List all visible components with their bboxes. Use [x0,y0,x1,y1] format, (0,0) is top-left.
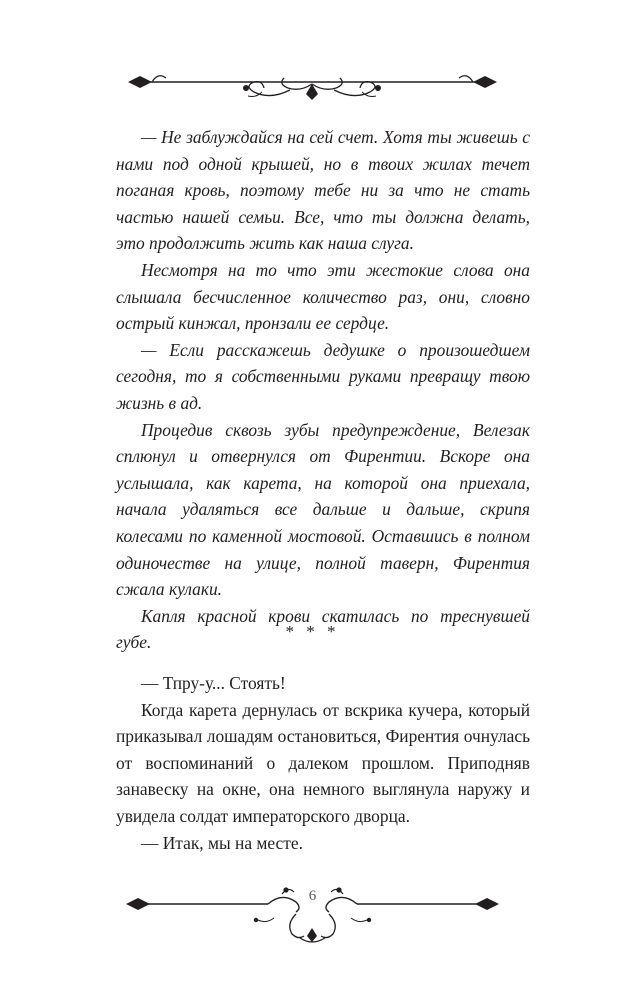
paragraph: — Если расскажешь дедушке о произошедшем сегодня, то я собственными руками превращу твою жизнь в ад. [116,339,530,413]
paragraph: — Тпру-у... Стоять! [141,673,286,693]
roman-text-section [116,670,530,856]
paragraph: — Не заблуждайся на сей счет. Хотя ты живешь с нами под одной крышей, но в твоих жилах течет поганая кровь, поэтому тебе ни за что не стать частью нашей семьи. Все, что ты должна делать, это продолжить жить как наша слуга. [116,127,530,254]
italic-text-section [116,124,530,656]
scene-break: * * * [285,622,340,641]
paragraph: Капля красной крови скатилась по треснувшей губе. [116,605,530,653]
paragraph: Процедив сквозь зубы предупреждение, Велезак сплюнул и отвернулся от Фирентии. Вскоре она услышала, как карета, на которой она приехала, начала удаляться все дальше и дальше, скрипя колесами по каменной мостовой. Оставшись в полном одиночестве на улице, полной таверн, Фирентия сжала кулаки. [116,419,530,600]
page-number: 6 [308,888,317,904]
paragraph: — Итак, мы на месте. [141,832,303,853]
paragraph: Несмотря на то что эти жестокие слова она слышала бесчисленное количество раз, они, словно острый кинжал, пронзали ее сердце. [116,259,530,334]
paragraph: Когда карета дернулась от вскрика кучера, который приказывал лошадям остановиться, Фирентия очнулась от воспоминаний о далеком прошлом. Приподняв занавеску на окне, она немного выглянула наружу и увидела солдат императорского дворца. [116,699,530,826]
header-flourish-ornament [0,62,625,110]
